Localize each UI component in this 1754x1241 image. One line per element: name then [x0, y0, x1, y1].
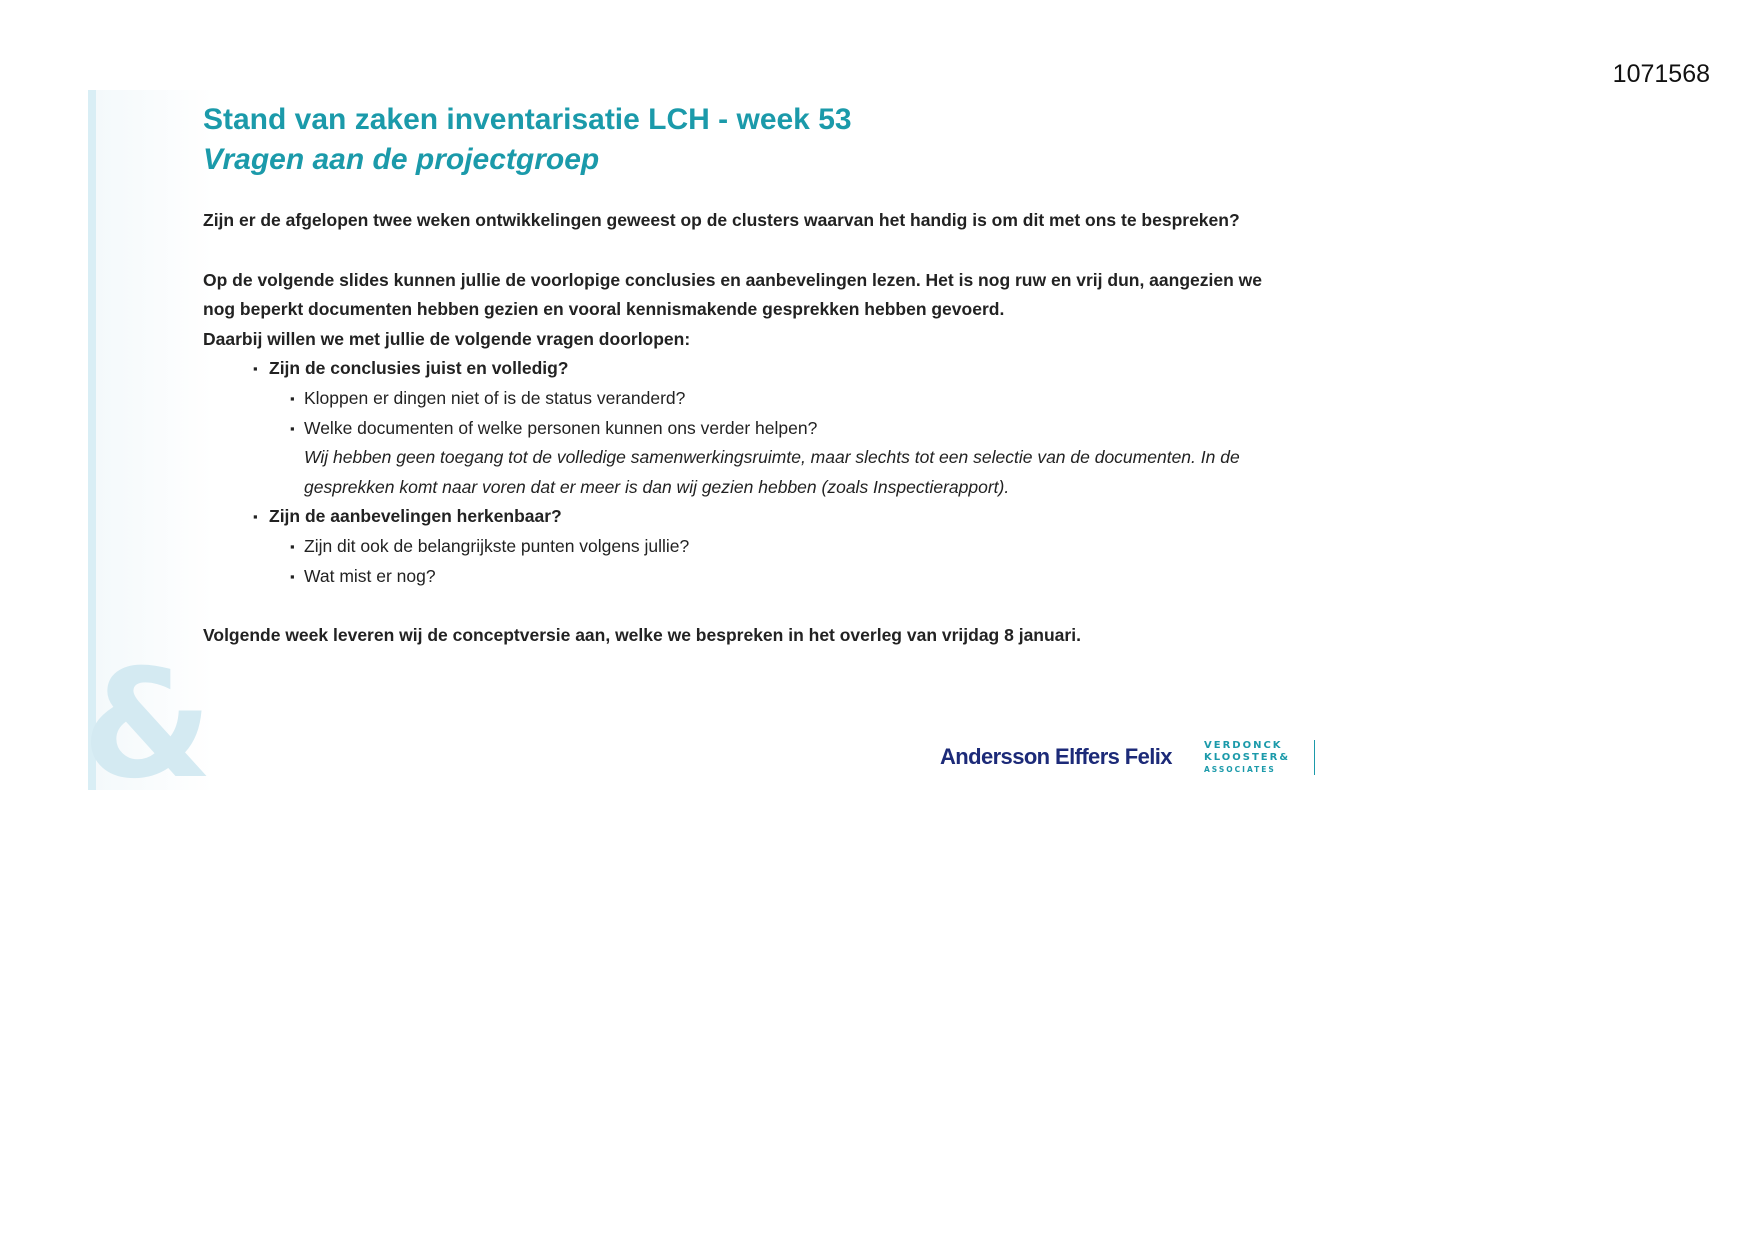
sub-question: Zijn dit ook de belangrijkste punten volgens jullie?	[304, 535, 690, 556]
list-item	[203, 532, 1283, 562]
sub-question: Wat mist er nog?	[304, 565, 436, 586]
document-id: 1071568	[1612, 60, 1710, 88]
question-label: Zijn de aanbevelingen herkenbaar?	[269, 506, 562, 527]
question-list	[203, 354, 1283, 591]
slide-subtitle: Vragen aan de projectgroep	[203, 143, 600, 176]
list-item	[203, 562, 1283, 592]
vka-logo	[1204, 740, 1315, 775]
sub-list	[269, 532, 1283, 591]
list-item	[203, 354, 1283, 502]
bullet-icon: ▪	[253, 509, 258, 525]
aef-logo: Andersson Elffers Felix	[940, 744, 1172, 769]
closing-paragraph: Volgende week leveren wij de conceptversie aan, welke we bespreken in het overleg van vrijdag 8 januari.	[203, 625, 1081, 646]
question-label: Zijn de conclusies juist en volledig?	[269, 358, 569, 379]
sub-question: Welke documenten of welke personen kunnen ons verder helpen?	[304, 417, 818, 438]
list-item	[203, 384, 1283, 414]
ampersand-watermark: &	[82, 638, 213, 812]
bullet-icon: ▪	[290, 568, 295, 584]
bullet-icon: ▪	[290, 538, 295, 554]
list-item	[203, 414, 1283, 503]
slide-content	[203, 90, 1283, 651]
slides-paragraph: Op de volgende slides kunnen jullie de voorlopige conclusies en aanbevelingen lezen. Het is nog ruw en vrij dun, aangezien we nog beperkt documenten hebben gezien en vooral kennismakende gesprekken hebben gevoerd.	[203, 269, 1262, 320]
questions-intro: Daarbij willen we met jullie de volgende vragen doorlopen:	[203, 328, 691, 349]
slide-title: Stand van zaken inventarisatie LCH - week 53	[203, 103, 852, 136]
bullet-icon: ▪	[290, 420, 295, 436]
sub-question: Kloppen er dingen niet of is de status veranderd?	[304, 387, 686, 408]
slide	[82, 90, 1308, 812]
list-item	[203, 502, 1283, 591]
bullet-icon: ▪	[290, 390, 295, 406]
vka-logo-line: KLOOSTER&	[1204, 752, 1291, 763]
bullet-icon: ▪	[253, 361, 258, 377]
sub-list	[269, 384, 1283, 502]
access-note: Wij hebben geen toegang tot de volledige samenwerkingsruimte, maar slechts tot een selectie van de documenten. In de gesprekken komt naar voren dat er meer is dan wij gezien hebben (zoals Inspectierapport).	[304, 447, 1240, 497]
vka-logo-line: ASSOCIATES	[1204, 765, 1276, 774]
vka-logo-line: VERDONCK	[1204, 740, 1283, 751]
intro-paragraph: Zijn er de afgelopen twee weken ontwikkelingen geweest op de clusters waarvan het handig is om dit met ons te bespreken?	[203, 210, 1240, 230]
